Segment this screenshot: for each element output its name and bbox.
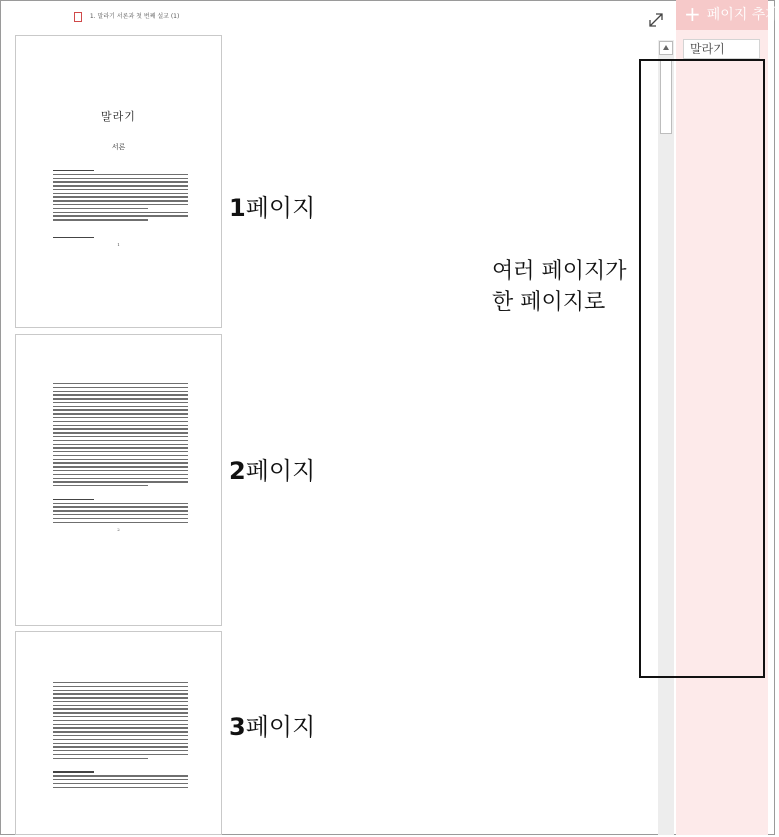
- page-thumbnail-1[interactable]: [15, 35, 222, 328]
- caption-line-2: 한 페이지로: [492, 290, 606, 315]
- page-list-item[interactable]: 말라기: [683, 39, 760, 59]
- document-title-bar: [74, 11, 179, 22]
- document-title: 1. 말라기 서론과 첫 번째 설교 (1): [89, 13, 180, 20]
- plus-icon: +: [684, 2, 701, 26]
- page-thumbnail-2[interactable]: [15, 334, 222, 626]
- highlight-box: [639, 59, 765, 678]
- page-title: 말라기: [101, 110, 136, 123]
- body-text: [53, 682, 188, 788]
- page-number: 2: [117, 526, 120, 532]
- page-thumbnail-3[interactable]: [15, 631, 222, 835]
- add-page-button[interactable]: [676, 0, 779, 30]
- caption-line-1: 여러 페이지가: [492, 259, 627, 284]
- page-subtitle: 서론: [111, 143, 126, 151]
- annotation-caption: [492, 256, 627, 318]
- page-label-2: 2페이지: [229, 457, 316, 485]
- expand-icon[interactable]: [648, 12, 664, 28]
- body-text: [53, 383, 188, 523]
- body-text: [53, 170, 188, 238]
- page-label-3: 3페이지: [229, 713, 316, 741]
- page-number: 1: [117, 242, 120, 248]
- add-page-label: 페이지 추가: [706, 7, 779, 23]
- chevron-up-icon[interactable]: [659, 41, 673, 55]
- document-icon: [74, 12, 82, 22]
- page-label-1: 1페이지: [229, 194, 316, 222]
